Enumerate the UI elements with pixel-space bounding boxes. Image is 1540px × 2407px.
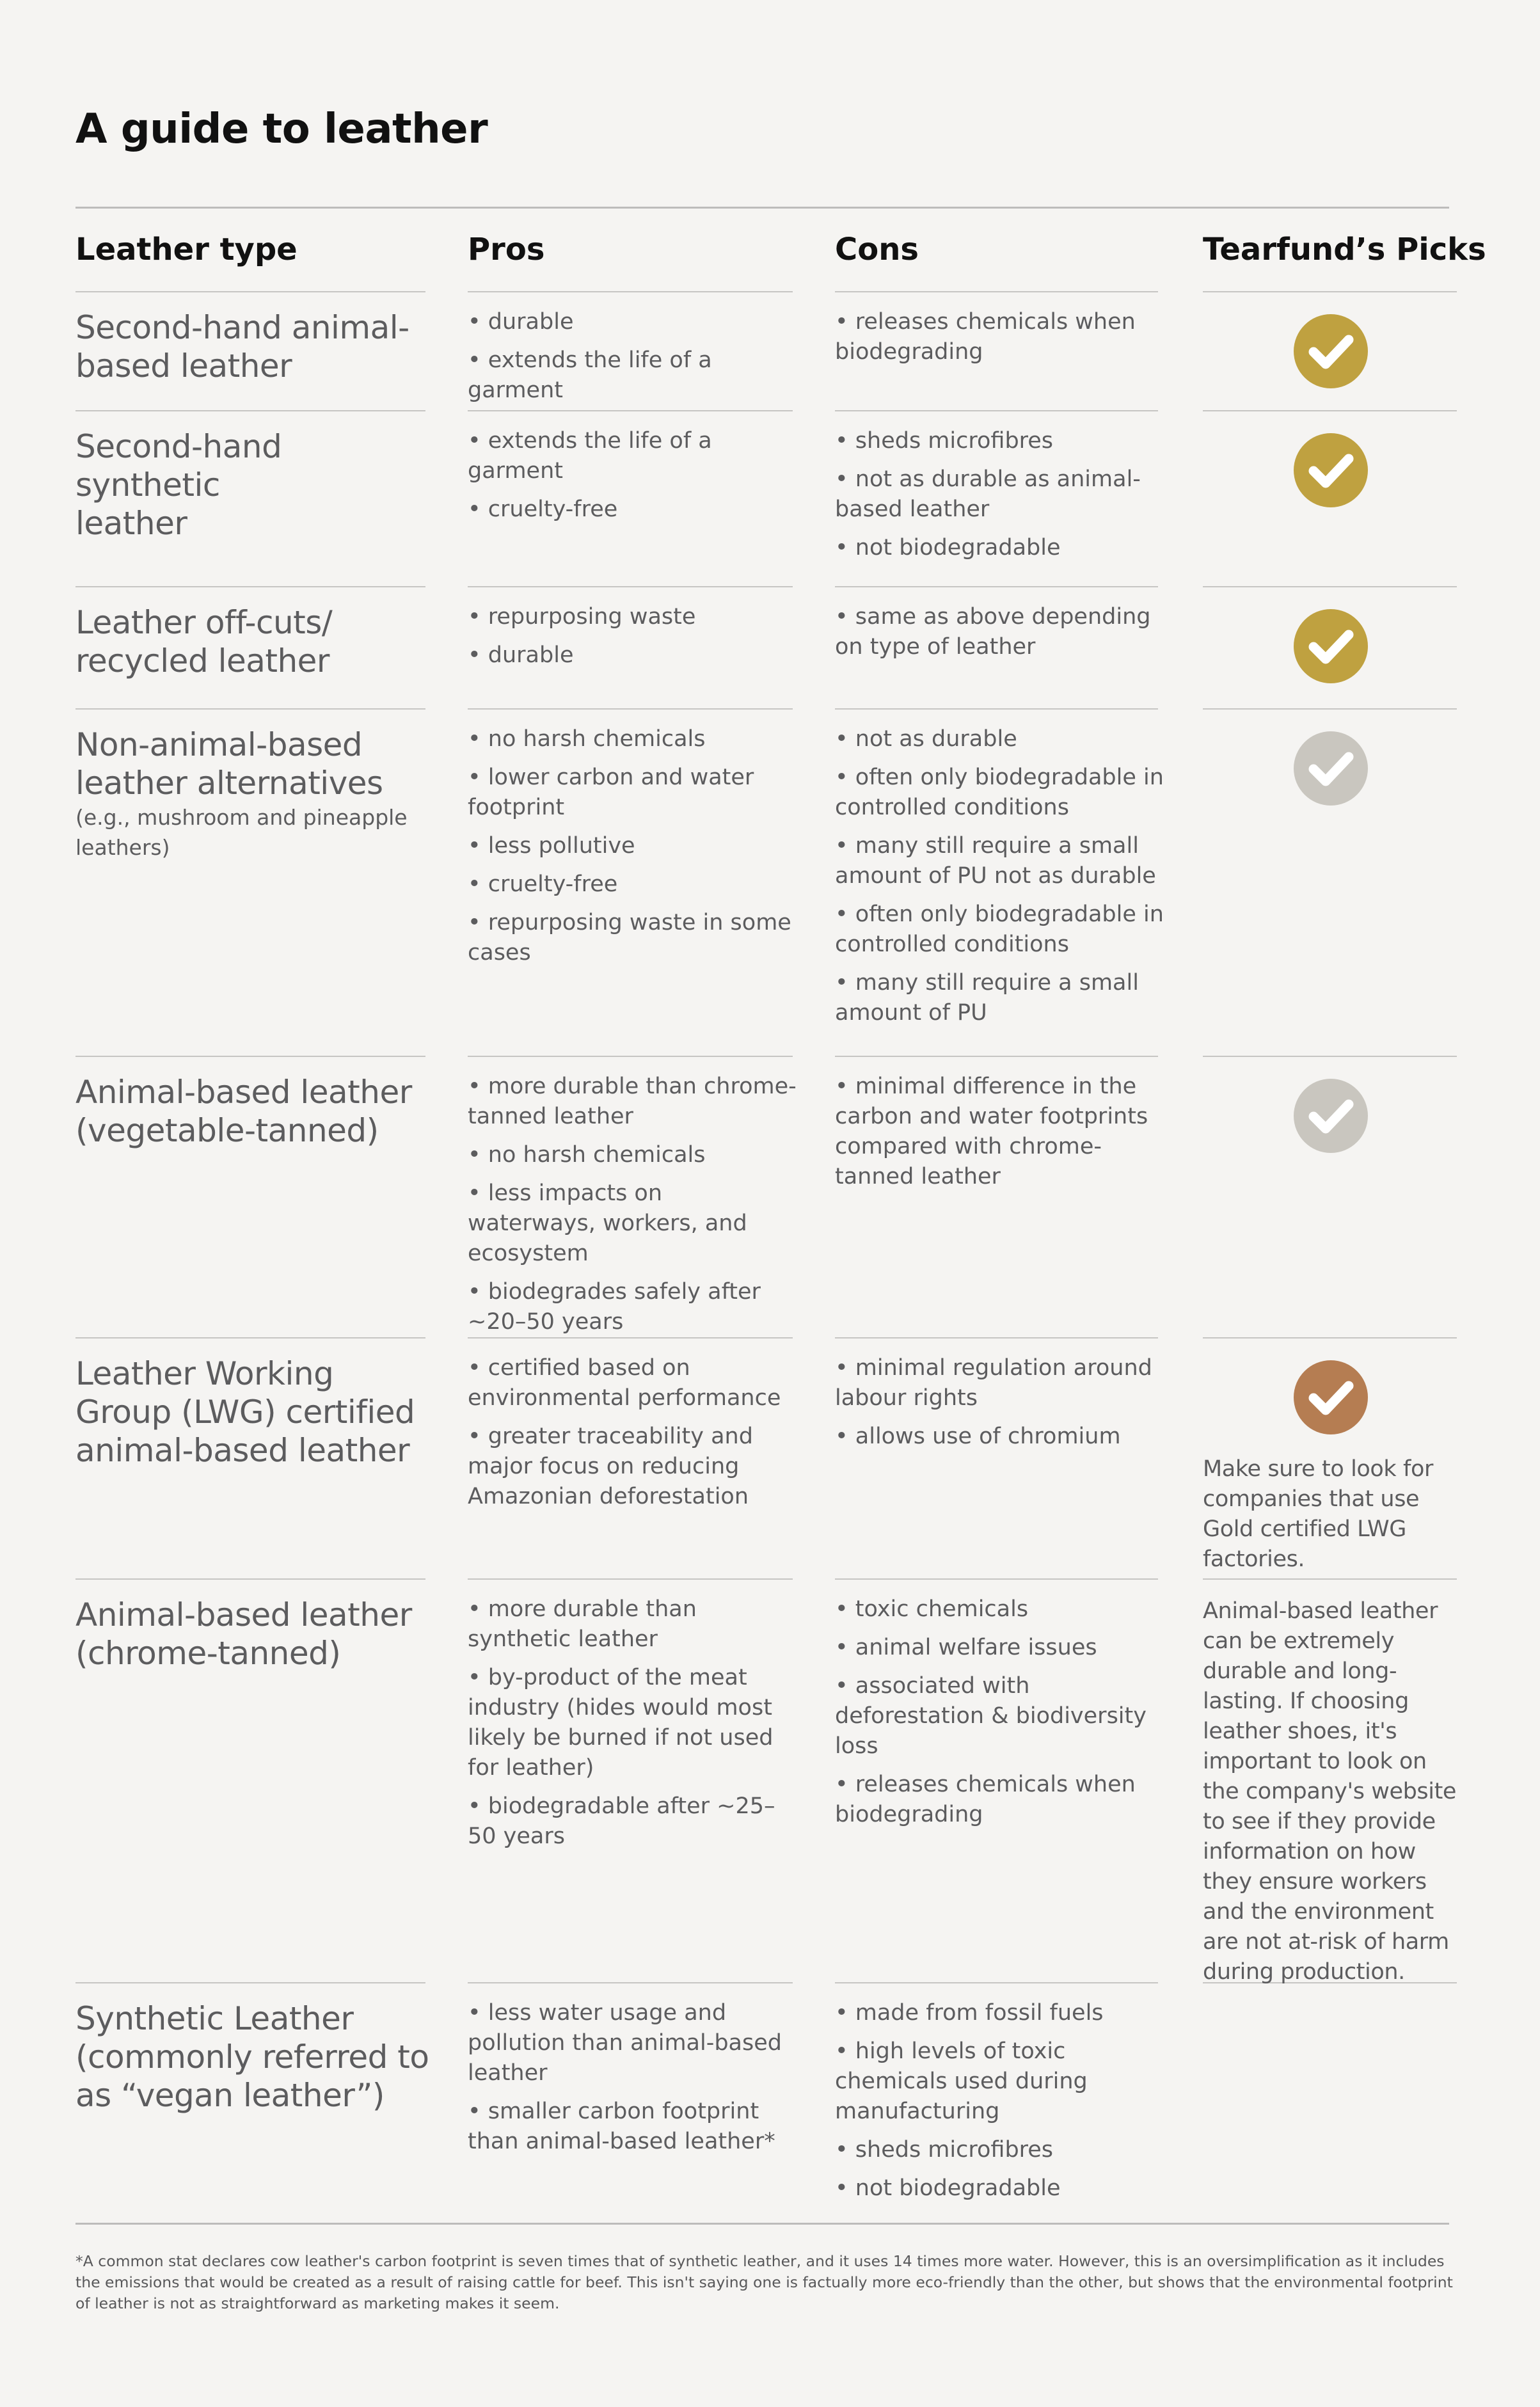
row-divider-pros <box>468 708 793 710</box>
pros-item: • durable <box>468 642 574 668</box>
cons-item: • many still require a small amount of PU not as durable <box>835 833 1156 889</box>
row-divider-type <box>75 708 425 710</box>
leather-type-name: Animal-based leather <box>75 1074 412 1111</box>
cons-item: • not as durable <box>835 726 1017 752</box>
check-circle-icon <box>1293 608 1369 684</box>
pick-note: Animal-based leather can be extremely durable and long-lasting. If choosing leather shoes, it's important to look on the company's website to see if they provide information on how they ensure workers and the environment are not at-risk of harm during production. <box>1203 1598 1457 1985</box>
row-divider-pick <box>1203 410 1457 411</box>
row-divider-type <box>75 586 425 587</box>
leather-type-cell <box>75 1999 434 2115</box>
check-circle-icon <box>1293 314 1369 389</box>
leather-type-cell <box>75 1596 434 1672</box>
row-divider-cons <box>835 410 1158 411</box>
pros-item: • cruelty-free <box>468 871 618 897</box>
row-divider-cons <box>835 1337 1158 1339</box>
cons-item: • many still require a small amount of PU <box>835 970 1139 1026</box>
cons-list <box>835 602 1164 671</box>
row-divider-cons <box>835 586 1158 587</box>
cons-item: • same as above depending on type of leather <box>835 604 1151 660</box>
leather-type-name: (vegetable-tanned) <box>75 1112 379 1149</box>
leather-type-name: Second-hand animal- <box>75 309 409 346</box>
cons-item: • sheds microfibres <box>835 2137 1054 2163</box>
column-header-pros: Pros <box>468 232 545 267</box>
row-divider-pros <box>468 1056 793 1057</box>
cons-item: • toxic chemicals <box>835 1596 1029 1622</box>
row-divider-type <box>75 1982 425 1983</box>
check-circle-icon <box>1293 1078 1369 1154</box>
pros-item: • by-product of the meat industry (hides would most likely be burned if not used for leather) <box>468 1665 774 1781</box>
leather-type-name: recycled leather <box>75 642 329 679</box>
cons-item: • releases chemicals when biodegrading <box>835 1772 1136 1827</box>
row-divider-type <box>75 410 425 411</box>
pros-list <box>468 426 797 533</box>
footnote: *A common stat declares cow leather's carbon footprint is seven times that of synthetic leather, and it uses 14 times more water. However, this is an oversimplification as it includes the emissions that would be created as a result of raising cattle for beef. This isn't saying one is factually more eco-friendly than the other, but shows that the environmental footprint of leather is not as straightforward as marketing makes it seem. <box>75 2252 1453 2312</box>
leather-type-name: (commonly referred to <box>75 2038 429 2076</box>
pros-item: • biodegradable after ~25–50 years <box>468 1793 775 1849</box>
cons-item: • animal welfare issues <box>835 1635 1097 1660</box>
row-divider-pros <box>468 1982 793 1983</box>
pros-item: • less water usage and pollution than animal-based leather <box>468 2000 782 2086</box>
leather-type-name: Group (LWG) certified <box>75 1394 415 1431</box>
cons-item: • releases chemicals when biodegrading <box>835 309 1136 365</box>
leather-type-name: Leather off-cuts/ <box>75 604 333 641</box>
row-divider-pros <box>468 291 793 292</box>
leather-type-name: based leather <box>75 347 292 385</box>
cons-item: • allows use of chromium <box>835 1424 1121 1449</box>
row-divider-pick <box>1203 708 1457 710</box>
pros-item: • lower carbon and water footprint <box>468 765 754 820</box>
row-divider-pros <box>468 1578 793 1580</box>
row-divider-type <box>75 291 425 292</box>
leather-type-name: (chrome-tanned) <box>75 1635 341 1672</box>
pros-item: • less pollutive <box>468 833 635 859</box>
pros-item: • no harsh chemicals <box>468 726 706 752</box>
row-divider-cons <box>835 1578 1158 1580</box>
pros-list <box>468 602 797 679</box>
pros-list <box>468 307 797 414</box>
leather-type-name: Animal-based leather <box>75 1596 412 1633</box>
leather-type-name: leather <box>75 505 187 542</box>
leather-type-name: leather alternatives <box>75 765 383 802</box>
cons-item: • not as durable as animal-based leather <box>835 466 1141 522</box>
cons-list <box>835 1072 1164 1200</box>
pros-item: • no harsh chemicals <box>468 1142 706 1168</box>
pros-item: • durable <box>468 309 574 335</box>
pros-list <box>468 1594 797 1860</box>
cons-list <box>835 1998 1164 2212</box>
column-header-cons: Cons <box>835 232 919 267</box>
leather-type-name: Synthetic Leather <box>75 2000 354 2037</box>
pros-item: • cruelty-free <box>468 496 618 522</box>
pros-list <box>468 1998 797 2165</box>
cons-list <box>835 724 1164 1037</box>
cons-item: • often only biodegradable in controlled conditions <box>835 765 1164 820</box>
leather-type-name: Second-hand synthetic <box>75 428 282 504</box>
cons-item: • associated with deforestation & biodiversity loss <box>835 1673 1147 1759</box>
pros-item: • smaller carbon footprint than animal-based leather* <box>468 2099 775 2154</box>
cons-item: • not biodegradable <box>835 535 1061 560</box>
cons-item: • not biodegradable <box>835 2175 1061 2201</box>
column-header-leather-type: Leather type <box>75 232 298 267</box>
leather-type-cell <box>75 1073 434 1150</box>
cons-item: • minimal regulation around labour rights <box>835 1355 1152 1411</box>
pros-item: • certified based on environmental performance <box>468 1355 781 1411</box>
pros-item: • extends the life of a garment <box>468 347 712 403</box>
leather-type-cell <box>75 427 434 543</box>
cons-item: • made from fossil fuels <box>835 2000 1104 2026</box>
column-header-tearfunds-picks: Tearfund’s Picks <box>1203 232 1486 267</box>
leather-type-subtitle: (e.g., mushroom and pineapple leathers) <box>75 805 408 860</box>
row-divider-cons <box>835 708 1158 710</box>
row-divider-cons <box>835 291 1158 292</box>
cons-item: • high levels of toxic chemicals used during manufacturing <box>835 2038 1088 2124</box>
cons-list <box>835 1594 1164 1838</box>
cons-item: • often only biodegradable in controlled conditions <box>835 902 1164 957</box>
cons-list <box>835 426 1164 571</box>
cons-item: • minimal difference in the carbon and water footprints compared with chrome-tanned leather <box>835 1074 1148 1189</box>
pros-item: • more durable than synthetic leather <box>468 1596 697 1652</box>
pros-item: • extends the life of a garment <box>468 428 712 484</box>
check-circle-icon <box>1293 433 1369 508</box>
pros-list <box>468 724 797 976</box>
pros-item: • more durable than chrome-tanned leather <box>468 1074 797 1129</box>
cons-item: • sheds microfibres <box>835 428 1054 454</box>
pros-item: • biodegrades safely after ~20–50 years <box>468 1279 761 1335</box>
pick-note: Make sure to look for companies that use Gold certified LWG factories. <box>1203 1456 1433 1572</box>
leather-type-name: Leather Working <box>75 1355 334 1392</box>
leather-type-name: Non-animal-based <box>75 726 363 763</box>
row-divider-type <box>75 1056 425 1057</box>
pros-list <box>468 1072 797 1346</box>
leather-type-name: animal-based leather <box>75 1432 410 1469</box>
leather-type-cell <box>75 1354 434 1470</box>
row-divider-cons <box>835 1056 1158 1057</box>
row-divider-pick <box>1203 1056 1457 1057</box>
leather-type-name: as “vegan leather”) <box>75 2077 385 2114</box>
header-divider <box>75 207 1449 209</box>
row-divider-pros <box>468 586 793 587</box>
row-divider-cons <box>835 1982 1158 1983</box>
leather-type-cell <box>75 603 434 680</box>
pros-list <box>468 1353 797 1520</box>
row-divider-pick <box>1203 1578 1457 1580</box>
pros-item: • greater traceability and major focus on reducing Amazonian deforestation <box>468 1424 753 1509</box>
leather-type-cell <box>75 308 434 385</box>
pros-item: • repurposing waste <box>468 604 696 630</box>
row-divider-pick <box>1203 1337 1457 1339</box>
pros-item: • repurposing waste in some cases <box>468 910 791 965</box>
leather-type-cell <box>75 726 434 862</box>
row-divider-type <box>75 1578 425 1580</box>
row-divider-pick <box>1203 586 1457 587</box>
cons-list <box>835 1353 1164 1460</box>
cons-list <box>835 307 1164 376</box>
pros-item: • less impacts on waterways, workers, and ecosystem <box>468 1180 747 1266</box>
footnote-divider <box>75 2223 1449 2225</box>
page-title: A guide to leather <box>75 106 488 153</box>
check-circle-icon <box>1293 731 1369 806</box>
row-divider-type <box>75 1337 425 1339</box>
row-divider-pick <box>1203 291 1457 292</box>
check-circle-icon <box>1293 1360 1369 1435</box>
